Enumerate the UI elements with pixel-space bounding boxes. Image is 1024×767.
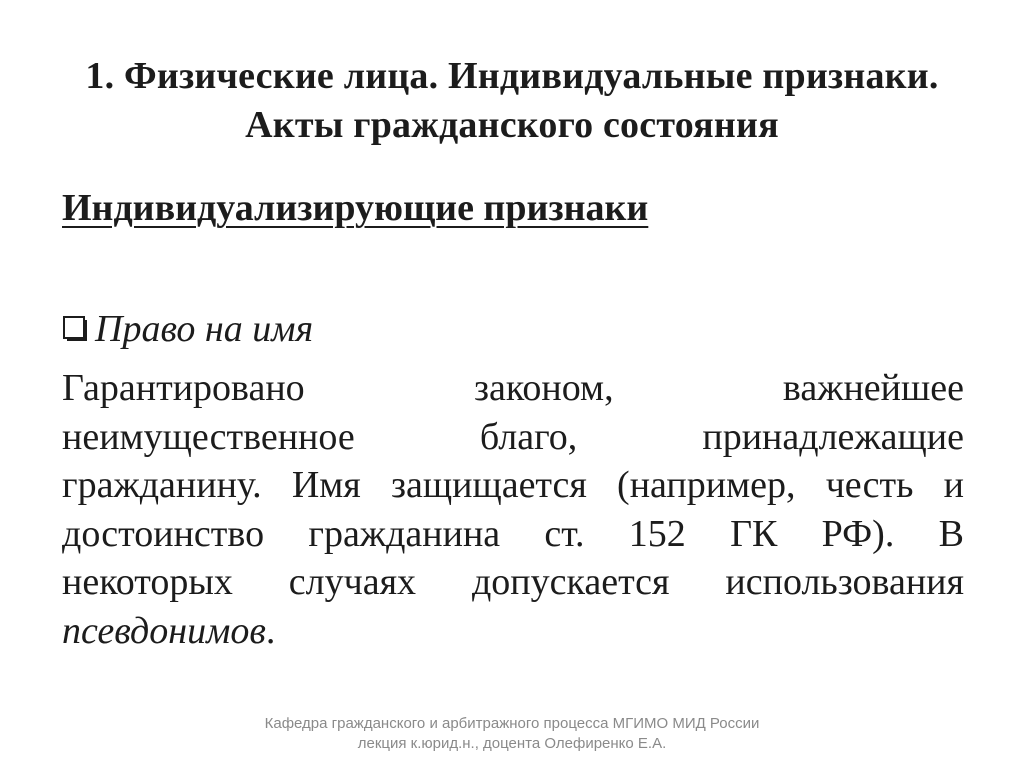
slide-title <box>40 52 984 150</box>
paragraph-line <box>62 607 964 656</box>
word: 152 <box>628 512 686 555</box>
word: ст. <box>544 512 585 555</box>
paragraph-line <box>62 364 964 413</box>
punctuation: . <box>265 609 276 652</box>
word: В <box>938 512 964 555</box>
paragraph-line <box>62 510 964 559</box>
footer <box>0 714 1024 754</box>
word: гражданину. <box>62 464 262 506</box>
word: честь <box>825 464 914 506</box>
bullet-item <box>62 304 313 354</box>
word: достоинство <box>62 512 265 555</box>
word: принадлежащие <box>702 415 964 458</box>
title-line-2: Акты гражданского состояния <box>245 104 779 146</box>
checkbox-icon <box>62 314 89 344</box>
word: использования <box>725 561 964 603</box>
word: неимущественное <box>62 415 355 458</box>
title-line-1: 1. Физические лица. Индивидуальные признаки. <box>85 55 939 97</box>
word: и <box>943 464 964 506</box>
section-heading <box>62 186 648 230</box>
word: благо, <box>479 415 578 458</box>
word: законом, <box>474 367 614 409</box>
bullet-label: Право на имя <box>95 308 314 350</box>
paragraph-line <box>62 558 964 607</box>
paragraph-line <box>62 413 964 462</box>
paragraph-line <box>62 461 964 510</box>
word: ГК <box>730 512 778 555</box>
footer-line-2: лекция к.юрид.н., доцента Олефиренко Е.А. <box>357 735 667 752</box>
word: Гарантировано <box>62 367 305 409</box>
section-heading-text: Индивидуализирующие признаки <box>62 187 649 229</box>
word: некоторых <box>62 561 233 603</box>
word: гражданина <box>308 512 501 555</box>
word: случаях <box>288 561 417 603</box>
word: (например, <box>617 464 796 506</box>
word: Имя <box>291 464 361 506</box>
word: допускается <box>471 561 670 603</box>
body-paragraph <box>62 364 964 655</box>
footer-line-1: Кафедра гражданского и арбитражного процесса МГИМО МИД России <box>264 715 760 732</box>
word: защищается <box>390 464 587 506</box>
italic-word: псевдонимов <box>62 609 266 652</box>
word: важнейшее <box>782 367 964 409</box>
word: РФ). <box>821 512 895 555</box>
